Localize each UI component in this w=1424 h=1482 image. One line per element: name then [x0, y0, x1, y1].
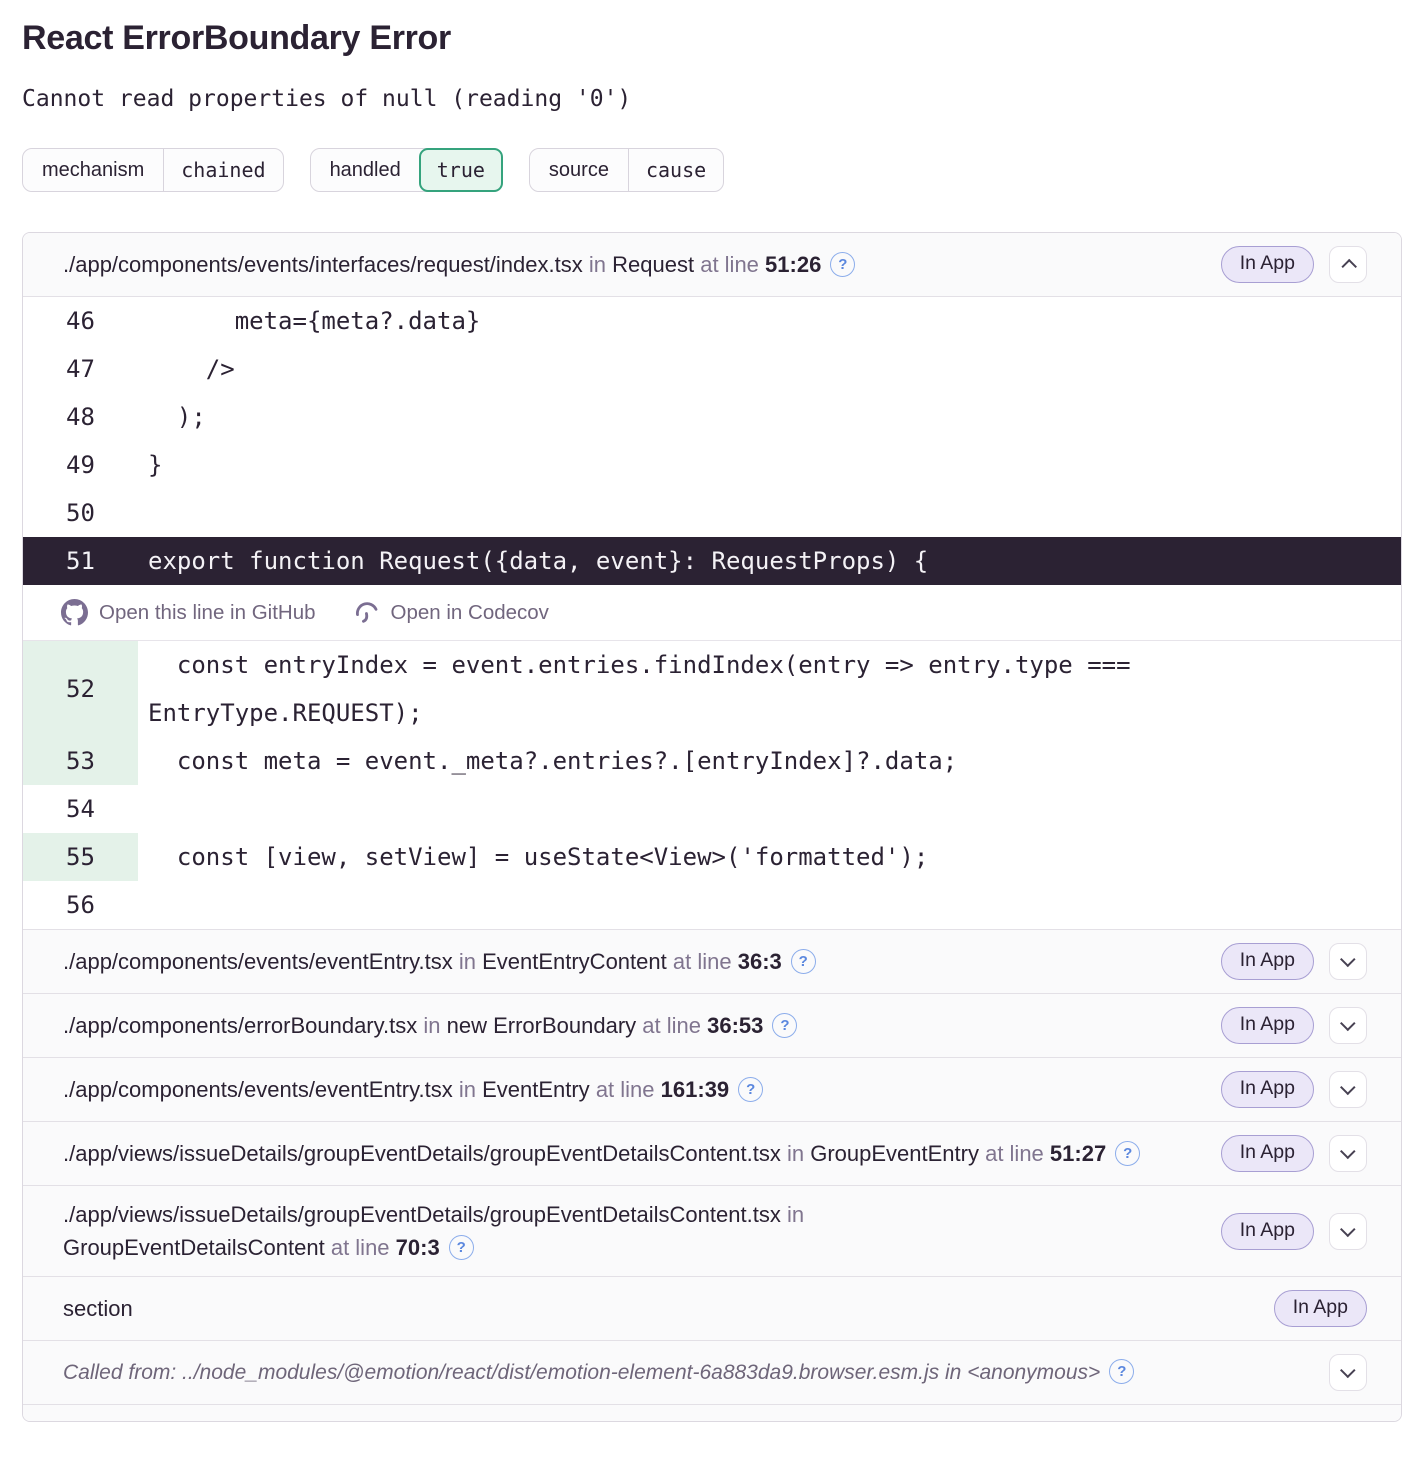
error-message: Cannot read properties of null (reading '0'): [22, 86, 632, 112]
frame-lineno: 70:3: [395, 1235, 440, 1260]
expand-frame-button[interactable]: [1329, 1007, 1367, 1044]
codecov-icon: [354, 600, 380, 626]
frame-in-label: in: [458, 949, 476, 974]
chevron-down-icon: [1340, 1363, 1356, 1379]
page-title: React ErrorBoundary Error: [22, 19, 451, 57]
frame-function: GroupEventEntry: [810, 1141, 979, 1166]
frame-in-label: in: [423, 1013, 441, 1038]
code-line-highlighted: [23, 833, 1401, 881]
stack-frame-clipped: [23, 1405, 1401, 1421]
frame-lineno: 161:39: [660, 1077, 730, 1102]
frame-filename: ./app/views/issueDetails/groupEventDetails/groupEventDetailsContent.tsx: [63, 1202, 781, 1227]
frame-title: [63, 248, 1203, 281]
frame-in-label: in: [945, 1361, 962, 1384]
chevron-down-icon: [1340, 1144, 1356, 1160]
frame-atline-label: at line: [595, 1077, 655, 1102]
tag-key: source: [530, 149, 628, 191]
stack-frame[interactable]: [23, 930, 1401, 994]
tag-key: handled: [311, 149, 420, 191]
frame-in-label: in: [786, 1202, 805, 1227]
line-number: 49: [66, 451, 95, 479]
help-icon[interactable]: ?: [1115, 1141, 1140, 1166]
frame-in-label: in: [786, 1141, 805, 1166]
frame-function: Request: [612, 252, 695, 277]
in-app-badge: In App: [1221, 943, 1314, 980]
stack-frame[interactable]: [23, 1122, 1401, 1186]
expand-frame-button[interactable]: [1329, 1071, 1367, 1108]
stack-frame[interactable]: [23, 994, 1401, 1058]
code-text: />: [148, 355, 235, 383]
frame-atline-label: at line: [672, 949, 732, 974]
frame-function: new ErrorBoundary: [446, 1013, 637, 1038]
frame-atline-label: at line: [985, 1141, 1044, 1166]
in-app-badge: In App: [1221, 246, 1314, 283]
code-line-highlighted: [23, 737, 1401, 785]
frame-title: [63, 1009, 1203, 1042]
stack-frame-expanded-header[interactable]: [23, 233, 1401, 297]
expand-frame-button[interactable]: [1329, 943, 1367, 980]
code-line: [23, 785, 1401, 833]
frame-function: EventEntry: [482, 1077, 590, 1102]
frame-function: GroupEventDetailsContent: [63, 1235, 325, 1260]
code-line-highlighted: [23, 641, 1401, 737]
stack-trace: [22, 232, 1402, 1422]
help-icon[interactable]: ?: [791, 949, 816, 974]
frame-function: <anonymous>: [967, 1361, 1101, 1384]
code-line: [23, 881, 1401, 929]
frame-function: EventEntryContent: [482, 949, 667, 974]
line-number: 53: [23, 737, 138, 785]
code-context: [23, 297, 1401, 930]
code-line-active: [23, 537, 1401, 585]
collapse-frame-button[interactable]: [1329, 246, 1367, 283]
frame-filename: ./app/components/events/eventEntry.tsx: [63, 1077, 453, 1102]
tag-handled: [310, 148, 503, 192]
code-line: [23, 441, 1401, 489]
code-line: [23, 297, 1401, 345]
help-icon[interactable]: ?: [1109, 1359, 1134, 1384]
chevron-up-icon: [1341, 259, 1357, 275]
in-app-badge: In App: [1221, 1213, 1314, 1250]
tag-value-highlighted: true: [419, 148, 503, 192]
line-number: 51: [66, 547, 95, 575]
code-line: [23, 489, 1401, 537]
frame-lineno: 51:26: [765, 252, 822, 277]
frame-atline-label: at line: [700, 252, 759, 277]
chevron-down-icon: [1340, 1221, 1356, 1237]
frame-lineno: 51:27: [1049, 1141, 1107, 1166]
code-text: );: [148, 403, 206, 431]
line-number: 52: [23, 641, 138, 737]
code-line: [23, 393, 1401, 441]
line-number: 50: [66, 499, 95, 527]
expand-frame-button[interactable]: [1329, 1354, 1367, 1391]
frame-filename: ./app/components/errorBoundary.tsx: [63, 1013, 418, 1038]
tag-list: [22, 148, 1402, 192]
frame-in-label: in: [458, 1077, 476, 1102]
stack-frame[interactable]: [23, 1186, 1401, 1277]
tag-value: cause: [628, 149, 723, 191]
tag-source: [529, 148, 724, 192]
frame-lineno: 36:53: [707, 1013, 764, 1038]
called-from-label: Called from:: [63, 1361, 177, 1384]
line-number: 55: [23, 833, 138, 881]
frame-function: section: [63, 1296, 133, 1321]
help-icon[interactable]: ?: [830, 252, 855, 277]
line-number: 47: [66, 355, 95, 383]
line-number: 46: [66, 307, 95, 335]
help-icon[interactable]: ?: [772, 1013, 797, 1038]
expand-frame-button[interactable]: [1329, 1213, 1367, 1250]
frame-filename: ./app/components/events/eventEntry.tsx: [63, 949, 453, 974]
chevron-down-icon: [1340, 1080, 1356, 1096]
code-text: const entryIndex = event.entries.findIndex(entry => entry.type === EntryType.REQUEST);: [148, 651, 1146, 727]
frame-atline-label: at line: [642, 1013, 701, 1038]
chevron-down-icon: [1340, 1016, 1356, 1032]
code-text: [138, 785, 1401, 833]
codecov-link-label: Open in Codecov: [390, 600, 549, 624]
github-link-label: Open this line in GitHub: [99, 600, 316, 624]
code-text: [138, 881, 1401, 929]
tag-mechanism: [22, 148, 284, 192]
frame-title: [63, 1292, 1203, 1325]
in-app-badge: In App: [1221, 1007, 1314, 1044]
line-number: 56: [66, 891, 95, 919]
frame-lineno: 36:3: [737, 949, 782, 974]
frame-in-label: in: [588, 252, 606, 277]
source-links-row: [23, 585, 1401, 641]
line-number: 48: [66, 403, 95, 431]
frame-filename: ../node_modules/@emotion/react/dist/emotion-element-6a883da9.browser.esm.js: [182, 1361, 940, 1384]
code-text: [138, 489, 1401, 537]
frame-title: [63, 945, 1203, 978]
code-text: meta={meta?.data}: [148, 307, 481, 335]
frame-atline-label: at line: [330, 1235, 390, 1260]
help-icon[interactable]: ?: [449, 1235, 474, 1260]
code-text: const meta = event._meta?.entries?.[entryIndex]?.data;: [148, 747, 958, 775]
frame-filename: ./app/components/events/interfaces/request/index.tsx: [63, 252, 583, 277]
frame-title: [63, 1073, 1203, 1106]
in-app-badge: In App: [1221, 1071, 1314, 1108]
stack-frame-called-from[interactable]: [23, 1341, 1401, 1405]
code-text: const [view, setView] = useState<View>('formatted');: [148, 843, 929, 871]
in-app-badge: In App: [1274, 1290, 1367, 1327]
open-in-codecov-link[interactable]: [354, 600, 549, 626]
stack-frame-section[interactable]: [23, 1277, 1401, 1341]
line-number: 54: [66, 795, 95, 823]
stack-frame[interactable]: [23, 1058, 1401, 1122]
tag-key: mechanism: [23, 149, 163, 191]
tag-value: chained: [163, 149, 282, 191]
code-text: export function Request({data, event}: RequestProps) {: [148, 547, 929, 575]
code-line: [23, 345, 1401, 393]
expand-frame-button[interactable]: [1329, 1135, 1367, 1172]
frame-title: [63, 1356, 1223, 1389]
code-text: }: [148, 451, 163, 479]
open-in-github-link[interactable]: [61, 599, 316, 626]
chevron-down-icon: [1340, 952, 1356, 968]
frame-filename: ./app/views/issueDetails/groupEventDetails/groupEventDetailsContent.tsx: [63, 1141, 781, 1166]
help-icon[interactable]: ?: [738, 1077, 763, 1102]
github-icon: [61, 599, 88, 626]
in-app-badge: In App: [1221, 1135, 1314, 1172]
frame-title: [63, 1198, 1203, 1264]
frame-title: [63, 1137, 1203, 1170]
